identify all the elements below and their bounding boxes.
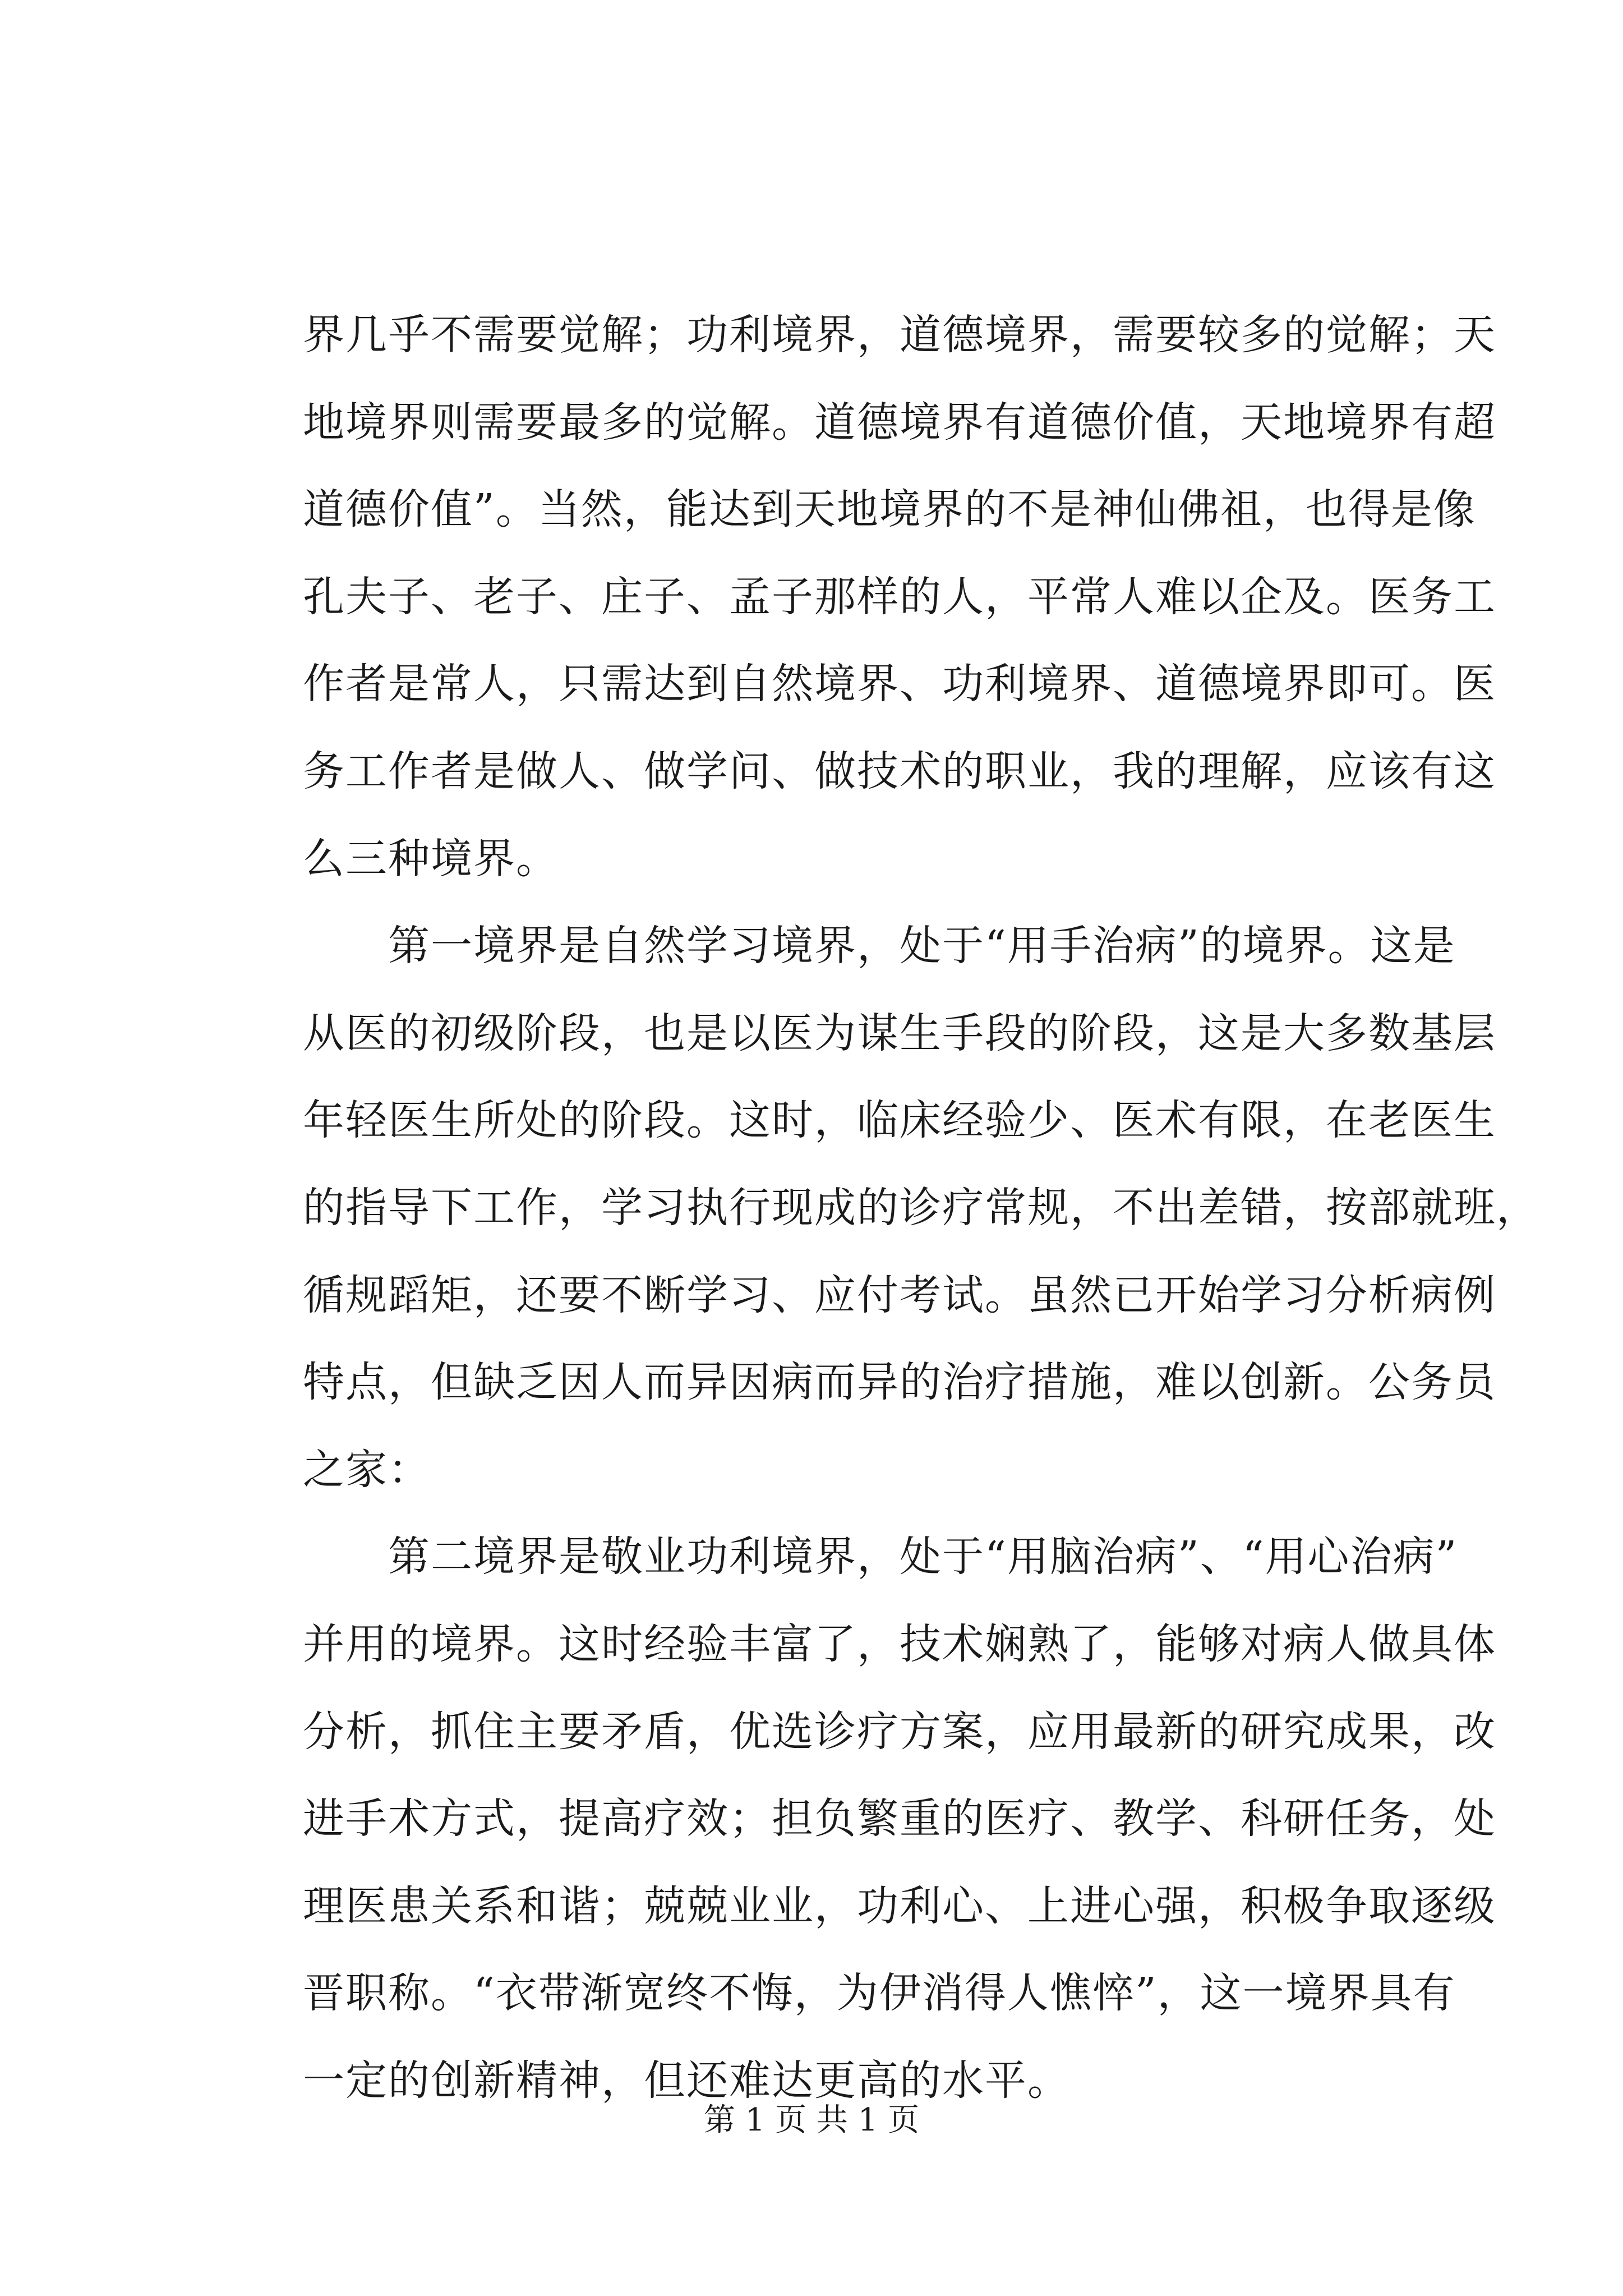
text-line: 分析，抓住主要矛盾，优选诊疗方案，应用最新的研究成果，改 (303, 1707, 1496, 1756)
document-body (303, 292, 1539, 2124)
text-line: 循规蹈矩，还要不断学习、应付考试。虽然已开始学习分析病例 (303, 1271, 1496, 1319)
text-line: 从医的初级阶段，也是以医为谋生手段的阶段，这是大多数基层 (303, 1009, 1496, 1057)
text-line: 之家： (303, 1445, 431, 1494)
text-line: 的指导下工作，学习执行现成的诊疗常规，不出差错，按部就班， (303, 1183, 1539, 1232)
text-line: 第二境界是敬业功利境界，处于“用脑治病”、“用心治病” (303, 1533, 1458, 1581)
text-line: 第一境界是自然学习境界，处于“用手治病”的境界。这是 (303, 922, 1456, 970)
page-footer (0, 2098, 1623, 2143)
text-line: 晋职称。“衣带渐宽终不悔，为伊消得人憔悴”，这一境界具有 (303, 1969, 1456, 2018)
text-line: 界几乎不需要觉解；功利境界，道德境界，需要较多的觉解；天 (303, 311, 1496, 359)
text-line: 进手术方式，提高疗效；担负繁重的医疗、教学、科研任务，处 (303, 1795, 1496, 1843)
text-line: 么三种境界。 (303, 834, 559, 883)
text-line: 并用的境界。这时经验丰富了，技术娴熟了，能够对病人做具体 (303, 1619, 1496, 1668)
text-line: 孔夫子、老子、庄子、孟子那样的人，平常人难以企及。医务工 (303, 572, 1496, 621)
text-line: 一定的创新精神，但还难达更高的水平。 (303, 2056, 1070, 2105)
text-line: 特点，但缺乏因人而异因病而异的治疗措施，难以创新。公务员 (303, 1358, 1496, 1407)
text-line: 年轻医生所处的阶段。这时，临床经验少、医术有限，在老医生 (303, 1096, 1496, 1145)
text-line: 地境界则需要最多的觉解。道德境界有道德价值，天地境界有超 (303, 398, 1496, 447)
page-number: 第 1 页 共 1 页 (703, 2102, 920, 2138)
text-line: 务工作者是做人、做学问、做技术的职业，我的理解，应该有这 (303, 747, 1496, 795)
text-line: 理医患关系和谐；兢兢业业，功利心、上进心强，积极争取逐级 (303, 1881, 1496, 1930)
text-line: 道德价值”。当然，能达到天地境界的不是神仙佛祖，也得是像 (303, 485, 1476, 534)
text-line: 作者是常人，只需达到自然境界、功利境界、道德境界即可。医 (303, 660, 1496, 708)
